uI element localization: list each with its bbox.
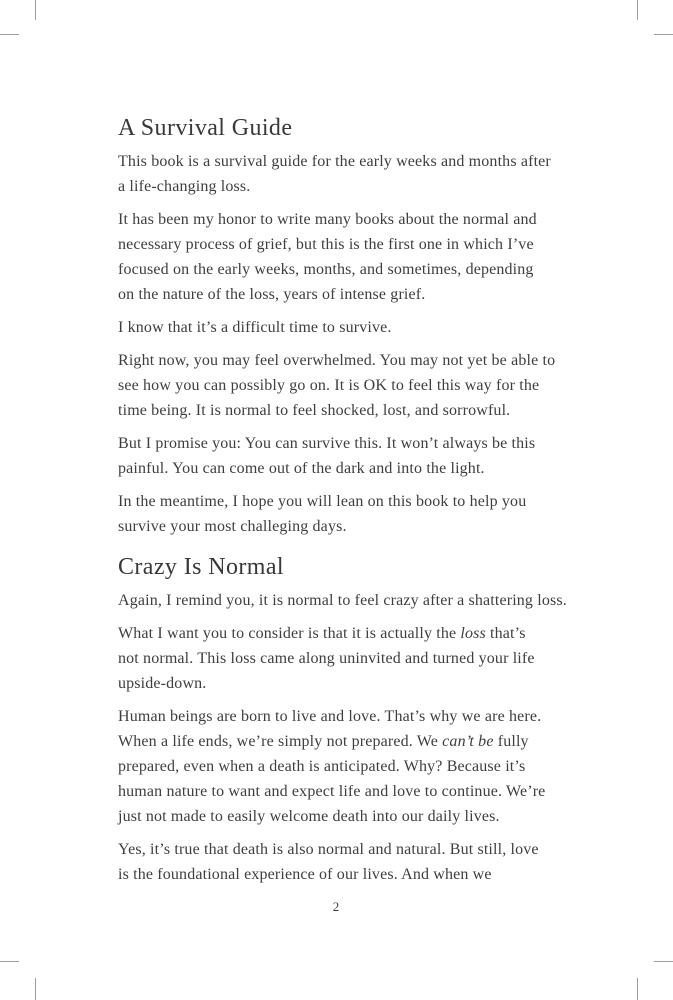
text-run: Human beings are born to live and love. That’s why we are here. [118, 708, 542, 725]
text-run: Right now, you may feel overwhelmed. You may not yet be able to [118, 352, 556, 369]
paragraph [118, 315, 554, 340]
text-line [118, 207, 554, 232]
text-line [118, 804, 554, 829]
text-run: In the meantime, I hope you will lean on this book to help you [118, 493, 527, 510]
text-run: necessary process of grief, but this is the first one in which I’ve [118, 236, 534, 253]
text-line [118, 671, 554, 696]
text-line [118, 174, 554, 199]
text-run: survive your most challeging days. [118, 518, 347, 535]
text-line [118, 315, 554, 340]
paragraph [118, 588, 567, 613]
text-line [118, 621, 554, 646]
text-run: It has been my honor to write many books about the normal and [118, 211, 537, 228]
text-line [118, 489, 554, 514]
text-line [118, 373, 554, 398]
text-run: I know that it’s a difficult time to survive. [118, 319, 392, 336]
text-run: But I promise you: You can survive this. It won’t always be this [118, 435, 536, 452]
italic-text-run: loss [460, 625, 486, 642]
text-line [118, 232, 554, 257]
text-run: focused on the early weeks, months, and sometimes, depending [118, 261, 534, 278]
text-run: This book is a survival guide for the early weeks and months after [118, 153, 551, 170]
text-run: time being. It is normal to feel shocked, lost, and sorrowful. [118, 402, 511, 419]
text-line [118, 149, 554, 174]
text-line [118, 588, 567, 613]
text-line [118, 282, 554, 307]
crop-mark-top-right-horizontal [654, 34, 673, 35]
text-line [118, 704, 554, 729]
text-line [118, 514, 554, 539]
crop-mark-top-left-horizontal [0, 34, 19, 35]
text-line [118, 348, 554, 373]
text-line [118, 257, 554, 282]
paragraph [118, 621, 554, 696]
text-line [118, 398, 554, 423]
crop-mark-bottom-right-vertical [637, 978, 638, 1000]
italic-text-run: can’t be [442, 733, 494, 750]
text-run: fully [493, 733, 529, 750]
text-run: What I want you to consider is that it is actually the [118, 625, 461, 642]
text-run: When a life ends, we’re simply not prepared. We [118, 733, 443, 750]
text-line [118, 456, 554, 481]
text-line [118, 729, 554, 754]
text-line [118, 779, 554, 804]
crop-mark-bottom-left-horizontal [0, 961, 19, 962]
paragraph [118, 348, 554, 423]
text-run: painful. You can come out of the dark and into the light. [118, 460, 485, 477]
text-line [118, 754, 554, 779]
page-number: 2 [332, 899, 340, 914]
paragraph [118, 704, 554, 829]
text-run: upside-down. [118, 675, 207, 692]
text-run: is the foundational experience of our lives. And when we [118, 866, 492, 883]
crop-mark-bottom-right-horizontal [654, 961, 673, 962]
crop-mark-bottom-left-vertical [35, 978, 36, 1000]
text-run: prepared, even when a death is anticipated. Why? Because it’s [118, 758, 526, 775]
text-run: human nature to want and expect life and love to continue. We’re [118, 783, 546, 800]
text-run: not normal. This loss came along uninvited and turned your life [118, 650, 535, 667]
text-line [118, 646, 554, 671]
paragraph [118, 431, 554, 481]
text-run: Again, I remind you, it is normal to feel crazy after a shattering loss. [118, 592, 567, 609]
text-run: just not made to easily welcome death into our daily lives. [118, 808, 500, 825]
text-run: a life-changing loss. [118, 178, 251, 195]
text-block [118, 113, 567, 895]
paragraph [118, 837, 554, 887]
text-line [118, 837, 554, 862]
paragraph [118, 149, 554, 199]
text-line [118, 431, 554, 456]
text-line [118, 862, 554, 887]
section-heading: A Survival Guide [118, 115, 293, 141]
text-run: on the nature of the loss, years of intense grief. [118, 286, 426, 303]
paragraph [118, 489, 554, 539]
text-run: see how you can possibly go on. It is OK to feel this way for the [118, 377, 540, 394]
crop-mark-top-left-vertical [35, 0, 36, 20]
text-run: that’s [485, 625, 526, 642]
paragraph [118, 207, 554, 307]
section-heading: Crazy Is Normal [118, 554, 284, 580]
crop-mark-top-right-vertical [637, 0, 638, 20]
text-run: Yes, it’s true that death is also normal and natural. But still, love [118, 841, 539, 858]
